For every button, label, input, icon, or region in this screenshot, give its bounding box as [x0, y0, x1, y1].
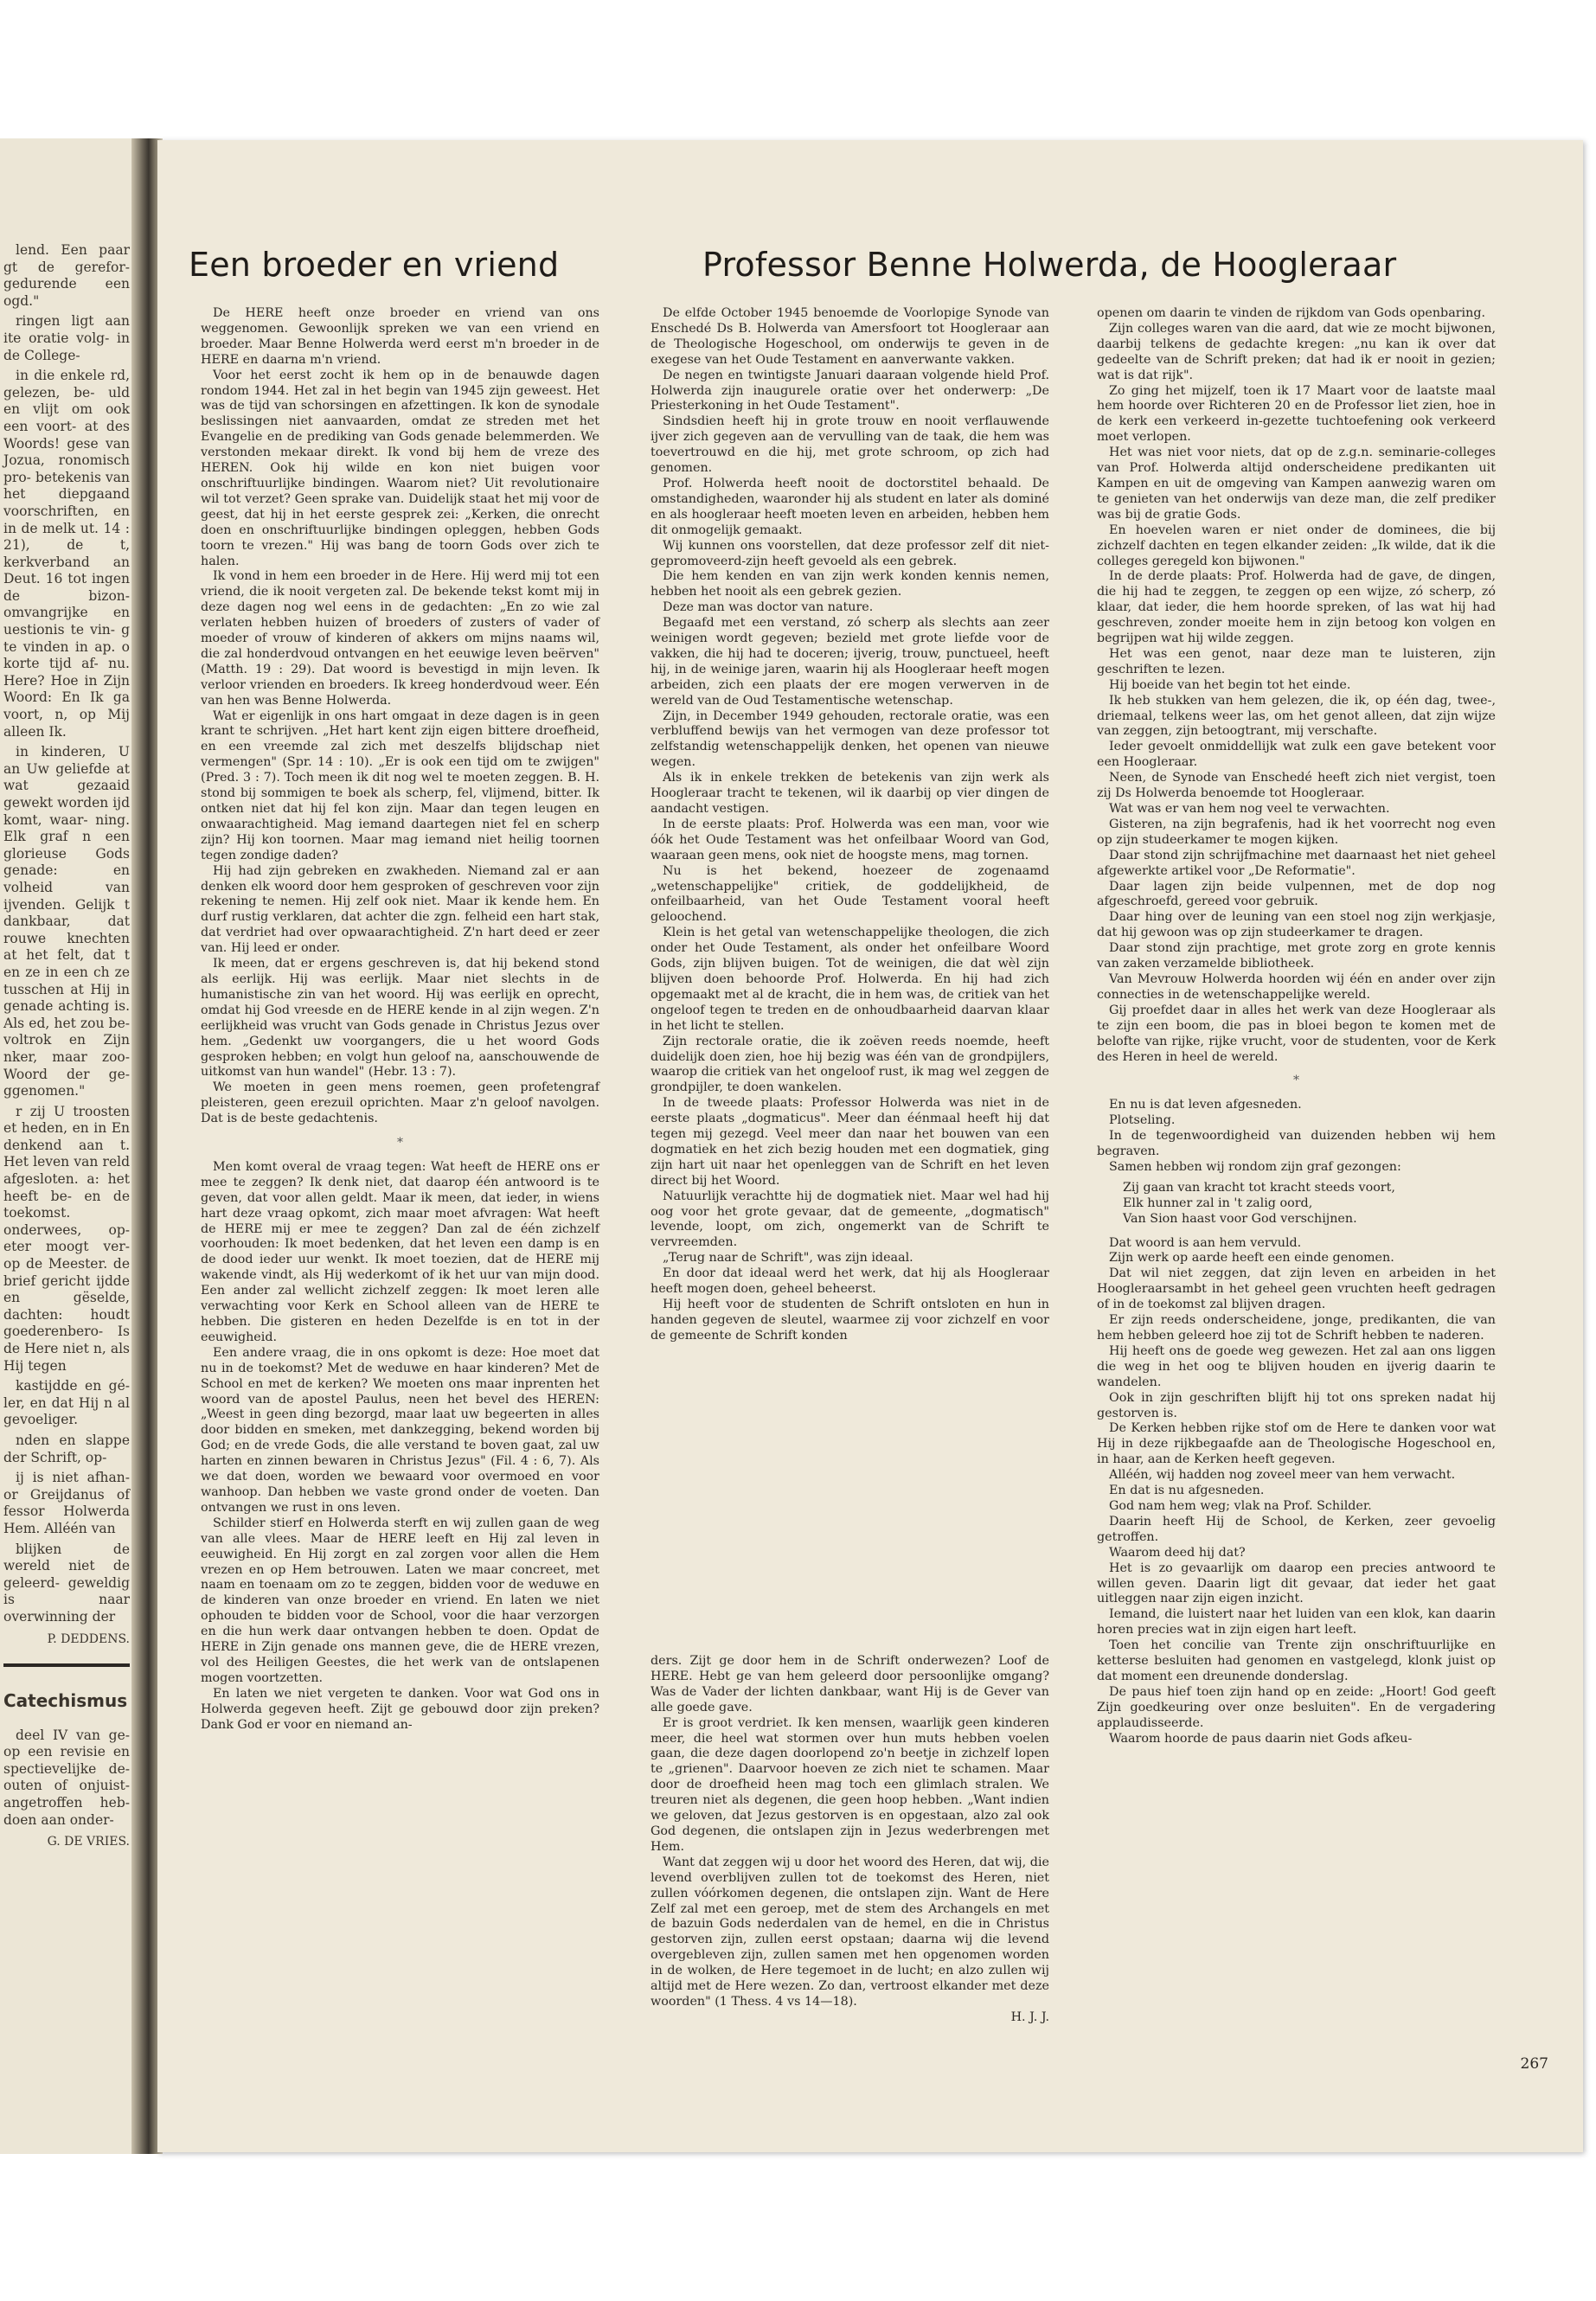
- article2-paragraph: Iemand, die luistert naar het luiden van een klok, kan daarin horen precies wat in zijn eigen hart leeft.: [1097, 1607, 1496, 1638]
- article2-paragraph: Dat woord is aan hem vervuld.: [1109, 1235, 1302, 1250]
- article1-paragraph: En laten we niet vergeten te danken. Voor wat God ons in Holwerda gegeven heeft. Zijt ge gebouwd door zijn preken? Dank God er voor en niemand an-: [201, 1686, 599, 1732]
- article2-paragraph: De paus hief toen zijn hand op en zeide: „Hoort! God geeft Zijn goedkeuring over onze besluiten". En de vergadering applaudisseerde.: [1097, 1684, 1496, 1730]
- article2-paragraph: Alléén, wij hadden nog zoveel meer van hem verwacht.: [1109, 1468, 1456, 1483]
- hymn-line: Van Sion haast voor God verschijnen.: [1123, 1211, 1357, 1226]
- article2-paragraph: Er zijn reeds onderscheidene, jonge, predikanten, die van hem hebben geleerd hoe zij tot de Schrift hebben te naderen.: [1097, 1313, 1496, 1343]
- article2-paragraph: Samen hebben wij rondom zijn graf gezongen:: [1109, 1159, 1401, 1174]
- left-page-column: [3, 242, 130, 1867]
- article1-paragraph: Ik vond in hem een broeder in de Here. Hij werd mij tot een vriend, die ik nooit vergeten zal. De bekende tekst komt mij in deze dagen nog wel eens in de gedachten: „En zo wie zal verlaten hebben huizen of broeders of zusters of vader of moeder of vrouw of kinderen of akkers om mijns naams wil, die zal honderdvoud ontvangen en het eeuwige leven beërven" (Matth. 19 : 29). Dat woord is bevestigd in mijn leven. Ik verloor vrienden en broeders. Ik kreeg honderdvoud weer. Eén van hen was Benne Holwerda.: [201, 569, 599, 708]
- article1-paragraph: Ik meen, dat er ergens geschreven is, dat hij bekend stond als eerlijk. Hij was eerlijk. Maar niet slechts in de humanistische zin van het woord. Hij was eerlijk en oprecht, omdat hij God vreesde en de HERE kende in al zijn wegen. Z'n eerlijkheid was vrucht van Gods genade in Christus Jezus over hem. „Gedenkt uw voorgangers, die u het woord Gods gesproken hebben; en volgt hun geloof na, aanschouwende de uitkomst van hun wandel" (Hebr. 13 : 7).: [201, 957, 599, 1080]
- article2-paragraph: Het was een genot, naar deze man te luisteren, zijn geschriften te lezen.: [1097, 646, 1496, 676]
- article2-paragraph: Ieder gevoelt onmiddellijk wat zulk een gave betekent voor een Hoogleraar.: [1097, 740, 1496, 770]
- catechismus-heading: Catechismus: [3, 1690, 128, 1712]
- article2-paragraph: Neen, de Synode van Enschedé heeft zich niet vergist, toen zij Ds Holwerda benoemde tot Hoogleraar.: [1097, 771, 1496, 801]
- article2-paragraph: En dat is nu afgesneden.: [1109, 1484, 1265, 1498]
- article2-paragraph: Waarom deed hij dat?: [1109, 1545, 1246, 1560]
- article2-paragraph: Plotseling.: [1109, 1113, 1176, 1128]
- article1-paragraph: Schilder stierf en Holwerda sterft en wij zullen gaan de weg van alle vlees. Maar de HERE leeft en Hij zal leven in eeuwigheid. En Hij zorgt en zal zorgen voor allen die Hem vrezen en op Hem betrouwen. Laten we maar concreet, met naam en toenaam om zo te zeggen, bidden voor de weduwe en de kinderen van onze broeder en vriend. En laten we niet ophouden te bidden voor de School, voor die haar verzorgen en die hun werk daar ontvangen hebben te doen. Opdat de HERE in Zijn genade ons mannen geve, die de HERE vrezen, vol des Heiligen Geestes, die het werk van de ontslapenen mogen voortzetten.: [201, 1516, 599, 1685]
- article2-paragraph: Zijn werk op aarde heeft een einde genomen.: [1109, 1251, 1394, 1266]
- article2-column-2: [1097, 306, 1496, 1747]
- article2-paragraph: Hij heeft voor de studenten de Schrift ontsloten en hun in handen gegeven de sleutel, waarmee zij voor zichzelf en voor de gemeente de Schrift konden: [651, 1298, 1049, 1343]
- left-page-paragraph: blijken de wereld niet de geleerd- geweldig is naar overwinning der: [3, 1541, 130, 1625]
- catechismus-paragraph: deel IV van ge- op een revisie en spectievelijke de- outen of onjuist- angetroffen heb- doen aan onder-: [3, 1727, 130, 1828]
- article2-paragraph: Zijn, in December 1949 gehouden, rectorale oratie, was een verbluffend bewijs van het vermogen van deze professor tot zelfstandig wetenschappelijk denken, het openen van nieuwe wegen.: [651, 708, 1049, 770]
- article2-paragraph: Sindsdien heeft hij in grote trouw en nooit verflauwende ijver zich gegeven aan de vervulling van de taak, die hem was toevertrouwd en die hij, met grote schroom, op zich had genomen.: [651, 414, 1049, 476]
- article2-paragraph: Toen het concilie van Trente zijn onschriftuurlijke en ketterse besluiten had genomen en vastgelegd, klonk juist op dat moment een dreunende donderslag.: [1097, 1638, 1496, 1683]
- article2-paragraph: In de eerste plaats: Prof. Holwerda was een man, voor wie óók het Oude Testament was het onfeilbaar Woord van God, waaraan geen mens, ook niet de hoogste mens, mag tornen.: [651, 817, 1049, 862]
- article2-paragraph: En door dat ideaal werd het werk, dat hij als Hoogleraar heeft mogen doen, geheel beheerst.: [651, 1266, 1049, 1297]
- article2-paragraph: Het was niet voor niets, dat op de z.g.n. seminarie-colleges van Prof. Holwerda altijd onderscheidene predikanten uit Kampen en uit de omgeving van Kampen aanwezig waren om te genieten van het onderwijs van deze man, die zelf prediker was bij de gratie Gods.: [1097, 445, 1496, 522]
- article2-paragraph: „Terug naar de Schrift", was zijn ideaal.: [663, 1251, 913, 1266]
- article2-paragraph: Gisteren, na zijn begrafenis, had ik het voorrecht nog even op zijn studeerkamer te mogen kijken.: [1097, 817, 1496, 847]
- article2-paragraph: openen om daarin te vinden de rijkdom van Gods openbaring.: [1097, 306, 1486, 320]
- article2-paragraph: Het is zo gevaarlijk om daarop een precies antwoord te willen geven. Daarin ligt dit gevaar, dat ieder het gaat uitleggen naar zijn eigen inzicht.: [1097, 1561, 1496, 1606]
- article1-continuation-paragraph: Want dat zeggen wij u door het woord des Heren, dat wij, die levend overblijven zullen tot de toekomst des Heren, niet zullen vóórkomen degenen, die ontslapen zijn. Want de Here Zelf zal met een geroep, met de stem des Archangels en met de bazuin Gods nederdalen van de hemel, en die in Christus gestorven zijn, zullen eerst opstaan; daarna wij die levend overgebleven zijn, zullen samen met hen opgenomen worden in de wolken, de Here tegemoet in de lucht; en alzo zullen wij altijd met de Here wezen. Zo dan, vertroost elkander met deze woorden" (1 Thess. 4 vs 14—18).: [651, 1855, 1049, 2009]
- article2-paragraph: Zijn colleges waren van die aard, dat wie ze mocht bijwonen, daarbij telkens de gedachte kregen: „nu kan ik over dat gedeelte van de Schrift preken; dat had ik er nooit in gezien; wat is dat rijk".: [1097, 321, 1496, 382]
- article2-paragraph: Hij heeft ons de goede weg gewezen. Het zal aan ons liggen die weg in het oog te blijven houden en ijverig daarin te wandelen.: [1097, 1343, 1496, 1389]
- article2-column-1: [651, 306, 1049, 1344]
- article1-paragraph: Voor het eerst zocht ik hem op in de benauwde dagen rondom 1944. Het zal in het begin van 1945 zijn geweest. Het was de tijd van schorsingen en afzettingen. Ik kon de synodale beslissingen niet aanvaarden, omdat ze streden met het Evangelie en de prediking van Gods genade belemmerden. We verstonden mekaar direkt. Ik vond bij hem de vreze des HEREN. Ook hij wilde en kon niet buigen voor onschriftuurlijke bindingen. Waarom niet? Uit revolutionaire wil tot verzet? Geen sprake van. Duidelijk staat het mij voor de geest, dat hij in het eerste gesprek zei: „Kerken, die onrecht doen en onschriftuurlijke bindingen opleggen, hebben Gods toorn te vrezen." Hij was bang de toorn Gods over zich te halen.: [201, 368, 599, 568]
- section-asterisk: *: [1293, 1074, 1299, 1088]
- article1-title: Een broeder en vriend: [189, 246, 560, 284]
- article1-paragraph: Men komt overal de vraag tegen: Wat heeft de HERE ons er mee te zeggen? Ik denk niet, dat daarop één antwoord is te geven, dat voor allen geldt. Maar ik meen, dat ieder, in wiens hart deze vraag opkomt, zich maar moet afvragen: Wat heeft de HERE mij er mee te zeggen? Dan zal de één zichzelf voorhouden: Ik moet bedenken, dat het leven een damp is en de dood ieder uur wenkt. Ik moet toezien, dat de HERE mij wakende vindt, als Hij wederkomt of ik het uur van mijn dood. Een ander zal wellicht zichzelf zeggen: Ik moet leren alle verwachting voor Kerk en School alleen van de HERE te hebben. Die gisteren en heden Dezelfde is en tot in der eeuwigheid.: [201, 1159, 599, 1344]
- left-page-paragraph: r zij U troosten et heden, en in En denkend aan t. Het leven van reld afgesloten. a: het heeft be- en de toekomst. onderwees, op- eter moogt ver- op de Meester. de brief gericht ijdde en gëselde, dachten: houdt goederenbero- Is de Here niet n, als Hij tegen: [3, 1103, 130, 1374]
- article2-paragraph: Waarom hoorde de paus daarin niet Gods afkeu-: [1109, 1731, 1413, 1746]
- left-page-paragraph: ringen ligt aan ite oratie volg- in de College-: [3, 313, 130, 363]
- signature-de-vries: G. DE VRIES.: [47, 1835, 130, 1849]
- article2-paragraph: De elfde October 1945 benoemde de Voorlopige Synode van Enschedé Ds B. Holwerda van Amersfoort tot Hoogleraar aan de Theologische Hogeschool, om onderwijs te geven in de exegese van het Oude Testament en aanverwante vakken.: [651, 306, 1049, 367]
- left-page-paragraph: kastijdde en gé- ler, en dat Hij n al gevoeliger.: [3, 1378, 130, 1428]
- article1-continuation-column: [651, 1654, 1049, 2026]
- article1-paragraph: Wat er eigenlijk in ons hart omgaat in deze dagen is in geen krant te schrijven. „Het hart kent zijn eigen bittere droefheid, en een vreemde zal zich met deszelfs blijdschap niet vermengen" (Spr. 14 : 10). „Er is ook een tijd om te zwijgen" (Pred. 3 : 7). Toch meen ik dit nog wel te moeten zeggen. B. H. stond bij sommigen te boek als scherp, fel, vlijmend, bitter. Ik ontken niet dat hij fel kon zijn. Maar dan tegen leugen en onwaarachtigheid. Mag iemand daartegen niet fel en scherp zijn? Hij kon toornen. Maar mag iemand niet heilig toornen tegen zondige daden?: [201, 708, 599, 862]
- article2-paragraph: Wij kunnen ons voorstellen, dat deze professor zelf dit niet-gepromoveerd-zijn heeft gevoeld als een gebrek.: [651, 538, 1049, 568]
- left-facing-page: [0, 138, 147, 2154]
- article2-paragraph: De Kerken hebben rijke stof om de Here te danken voor wat Hij in deze rijkbegaafde aan de Theologische Hogeschool en, in haar, aan de Kerken heeft gegeven.: [1097, 1421, 1496, 1467]
- article2-paragraph: Natuurlijk verachtte hij de dogmatiek niet. Maar wel had hij oog voor het grote gevaar, dat de gemeente, „dogmatisch" levende, loopt, om zich, ongemerkt van de Schrift te vervreemden.: [651, 1189, 1049, 1250]
- article2-paragraph: En hoevelen waren er niet onder de dominees, die bij zichzelf dachten en tegen elkander zeiden: „Ik wilde, dat ik die colleges geregeld kon bijwonen.": [1097, 522, 1496, 568]
- article1-paragraph: De HERE heeft onze broeder en vriend van ons weggenomen. Gewoonlijk spreken we van een vriend en broeder. Maar Benne Holwerda werd eerst m'n broeder in de HERE en daarna m'n vriend.: [201, 306, 599, 367]
- hymn-quote: [1123, 1181, 1496, 1227]
- article2-paragraph: Daar stond zijn schrijfmachine met daarnaast het niet geheel afgewerkte artikel voor „De Reformatie".: [1097, 848, 1496, 878]
- article2-paragraph: Die hem kenden en van zijn werk konden kennis nemen, hebben het nooit als een gebrek gezien.: [651, 569, 1049, 599]
- page-number: 267: [1520, 2055, 1548, 2073]
- signature-deddens: P. DEDDENS.: [47, 1631, 130, 1646]
- article2-paragraph: In de derde plaats: Prof. Holwerda had de gave, de dingen, die hij had te zeggen, te zeggen op een wijze, zó scherp, zó klaar, dat ieder, die hem hoorde spreken, of las wat hij had geschreven, zonder moeite hem in zijn betoog kon volgen en begrijpen wat hij wilde zeggen.: [1097, 569, 1496, 646]
- article2-paragraph: Dat wil niet zeggen, dat zijn leven en arbeiden in het Hoogleraarsambt in het geheel geen vruchten heeft gedragen of in de toekomst zal blijven dragen.: [1097, 1266, 1496, 1312]
- article2-paragraph: Gij proefdet daar in alles het werk van deze Hoogleraar als te zijn een boom, die pas in bloei begon te komen met de belofte van rijke, rijke vrucht, voor de studenten, voor de Kerk des Heren in heel de wereld.: [1097, 1003, 1496, 1064]
- article2-paragraph: Wat was er van hem nog veel te verwachten.: [1109, 802, 1390, 816]
- article2-paragraph: En nu is dat leven afgesneden.: [1109, 1098, 1302, 1112]
- article2-paragraph: Daar stond zijn prachtige, met grote zorg en grote kennis van zaken verzamelde bibliotheek.: [1097, 941, 1496, 971]
- left-page-paragraph: ij is niet afhan- or Greijdanus of fessor Holwerda Hem. Alléén van: [3, 1470, 130, 1536]
- article2-paragraph: God nam hem weg; vlak na Prof. Schilder.: [1109, 1498, 1372, 1513]
- article2-paragraph: De negen en twintigste Januari daaraan volgende hield Prof. Holwerda zijn inaugurele oratie over het onderwerp: „De Priesterkoning in het Oude Testament".: [651, 368, 1049, 413]
- article1-column: [201, 306, 599, 1733]
- article1-paragraph: We moeten in geen mens roemen, geen profetengraf pleisteren, geen erezuil oprichten. Maar z'n geloof navolgen. Dat is de beste gedachtenis.: [201, 1080, 599, 1126]
- article2-paragraph: Hij boeide van het begin tot het einde.: [1109, 677, 1351, 692]
- left-page-paragraph: lend. Een paar gt de gerefor- gedurende een ogd.": [3, 242, 130, 309]
- article2-paragraph: Zijn rectorale oratie, die ik zoëven reeds noemde, heeft duidelijk doen zien, hoe hij bezig was één van de grondpijlers, waarop die critiek van het ongeloof rust, ik mag wel zeggen de grondpijler, te doen wankelen.: [651, 1034, 1049, 1095]
- article2-paragraph: Deze man was doctor van nature.: [663, 600, 874, 615]
- article1-paragraph: Hij had zijn gebreken en zwakheden. Niemand zal er aan denken elk woord door hem gesproken of geschreven voor zijn rekening te nemen. Hij zelf ook niet. Maar ik kende hem. En durf rustig verklaren, dat achter die zgn. felheid een hart stak, dat verdriet had over opwaarachtigheid. Z'n hart deed er zeer van. Hij leed er onder.: [201, 863, 599, 956]
- magazine-page: [157, 140, 1583, 2152]
- hymn-line: Zij gaan van kracht tot kracht steeds voort,: [1123, 1180, 1395, 1195]
- article2-paragraph: Als ik in enkele trekken de betekenis van zijn werk als Hoogleraar tracht te tekenen, wil ik daarbij op vier dingen de aandacht vestigen.: [651, 771, 1049, 816]
- article2-paragraph: In de tweede plaats: Professor Holwerda was niet in de eerste plaats „dogmaticus". Meer dan éénmaal heeft hij dat tegen mij gezegd. Veel meer dan naar het bouwen van een dogmatiek en het zich bezig houden met een dogmatiek, ging zijn hart uit naar het openleggen van de Schrift en het leven direct bij het Woord.: [651, 1096, 1049, 1188]
- article2-paragraph: Van Mevrouw Holwerda hoorden wij één en ander over zijn connecties in de wetenschappelijke wereld.: [1097, 971, 1496, 1002]
- article1-paragraph: Een andere vraag, die in ons opkomt is deze: Hoe moet dat nu in de toekomst? Met de weduwe en haar kinderen? Met de School en met de kerken? We moeten ons maar inprenten het woord van de apostel Paulus, neen het bevel des HEREN: „Weest in geen ding bezorgd, maar laat uw begeerten in alles door bidden en smeken, met dankzegging, bekend worden bij God; en de vrede Gods, die alle verstand te boven gaat, zal uw harten en zinnen bewaren in Christus Jezus" (Fil. 4 : 6, 7). Als we dat doen, worden we bewaard voor overmoed en voor wanhoop. Dan hebben we vaste grond onder de voeten. Dan ontvangen we rust in ons leven.: [201, 1345, 599, 1515]
- article2-title: Professor Benne Holwerda, de Hoogleraar: [702, 246, 1397, 284]
- article2-paragraph: Daar lagen zijn beide vulpennen, met de dop nog afgeschroefd, gereed voor gebruik.: [1097, 879, 1496, 909]
- section-rule: [3, 1663, 130, 1667]
- article2-paragraph: Nu is het bekend, hoezeer de zogenaamd „wetenschappelijke" critiek, de goddelijkheid, de onfeilbaarheid, van het Oude Testament vooral heeft geloochend.: [651, 863, 1049, 925]
- article2-paragraph: Prof. Holwerda heeft nooit de doctorstitel behaald. De omstandigheden, waaronder hij als student en later als dominé en als hoogleraar heeft moeten leven en arbeiden, hebben hem dit onmogelijk gemaakt.: [651, 476, 1049, 537]
- article2-paragraph: Begaafd met een verstand, zó scherp als slechts aan zeer weinigen wordt gegeven; bezield met grote liefde voor de vakken, die hij had te doceren; ijverig, trouw, punctueel, heeft hij, in de weinige jaren, waarin hij als Hoogleraar heeft mogen arbeiden, zich een plaats der ere mogen verwerven in de wereld van de Oud Testamentische wetenschap.: [651, 616, 1049, 708]
- left-page-paragraph: nden en slappe der Schrift, op-: [3, 1432, 130, 1465]
- article2-paragraph: Daarin heeft Hij de School, de Kerken, zeer gevoelig getroffen.: [1097, 1514, 1496, 1544]
- left-page-paragraph: in die enkele rd, gelezen, be- uld en vlijt om ook een voort- at des Woords! gese van Jozua, ronomisch pro- betekenis van het diepgaand voorschriften, en in de melk ut. 14 : 21), de t, kerkverband an Deut. 16 tot ingen de bizon- omvangrijke en uestionis te vin- g te vinden in ap. o korte tijd af- nu. Here? Hoe in Zijn Woord: En Ik ga voort, n, op Mij alleen Ik.: [3, 368, 130, 740]
- author-initials: H. J. J.: [1010, 2009, 1049, 2024]
- article2-paragraph: In de tegenwoordigheid van duizenden hebben wij hem begraven.: [1097, 1129, 1496, 1159]
- section-asterisk: *: [397, 1136, 403, 1150]
- article2-paragraph: Klein is het getal van wetenschappelijke theologen, die zich onder het Oude Testament, als onder het onfeilbare Woord Gods, zijn blijven buigen. Tot de weinigen, die dat wèl zijn blijven doen behoorde Prof. Holwerda. En hij had zich opgemaakt met al de kracht, die in hem was, de critiek van het ongeloof tegen te treden en de onhoudbaarheid daarvan klaar in het licht te stellen.: [651, 926, 1049, 1033]
- article2-paragraph: Daar hing over de leuning van een stoel nog zijn werkjasje, dat hij gewoon was op zijn studeerkamer te dragen.: [1097, 910, 1496, 940]
- article2-paragraph: Ik heb stukken van hem gelezen, die ik, op één dag, twee-, driemaal, telkens weer las, om het genot alleen, dat zijn wijze van zeggen, zijn betoogtrant, mij verschafte.: [1097, 693, 1496, 739]
- article2-paragraph: Zo ging het mijzelf, toen ik 17 Maart voor de laatste maal hem hoorde over Richteren 20 en de Professor liet zien, hoe in de kerk een verkeerd in-gezette tuchtoefening ook verkeerd moet verlopen.: [1097, 383, 1496, 445]
- article2-paragraph: Ook in zijn geschriften blijft hij tot ons spreken nadat hij gestorven is.: [1097, 1390, 1496, 1420]
- article1-continuation-paragraph: ders. Zijt ge door hem in de Schrift onderwezen? Loof de HERE. Hebt ge van hem geleerd door persoonlijke omgang? Was de Vader der lichten dankbaar, want Hij is de Gever van alle goede gave.: [651, 1654, 1049, 1715]
- hymn-line: Elk hunner zal in 't zalig oord,: [1123, 1195, 1313, 1210]
- left-page-paragraph: in kinderen, U an Uw geliefde at wat gezaaid gewekt worden ijd komt, waar- ning. Elk graf n een glorieuse Gods genade: en volheid van ijvenden. Gelijk t dankbaar, dat rouwe knechten at het felt, dat t en ze in een ch ze tusschen at Hij in genade achting is. Als ed, het zou be- voltrok en Zijn nker, maar zoo- Woord der ge- ggenomen.": [3, 744, 130, 1099]
- article1-continuation-paragraph: Er is groot verdriet. Ik ken mensen, waarlijk geen kinderen meer, die heel wat stormen over hun muts hebben voelen gaan, die deze dagen doorlopend zo'n beetje in zichzelf lopen te „grienen". Daarvoor hoeven ze zich niet te schamen. Maar door de droefheid heen mag toch een glimlach stralen. We treuren niet als degenen, die geen hoop hebben. „Want indien we geloven, dat Jezus gestorven is en opgestaan, alzo zal ook God degenen, die ontslapen zijn in Jezus wederbrengen met Hem.: [651, 1715, 1049, 1854]
